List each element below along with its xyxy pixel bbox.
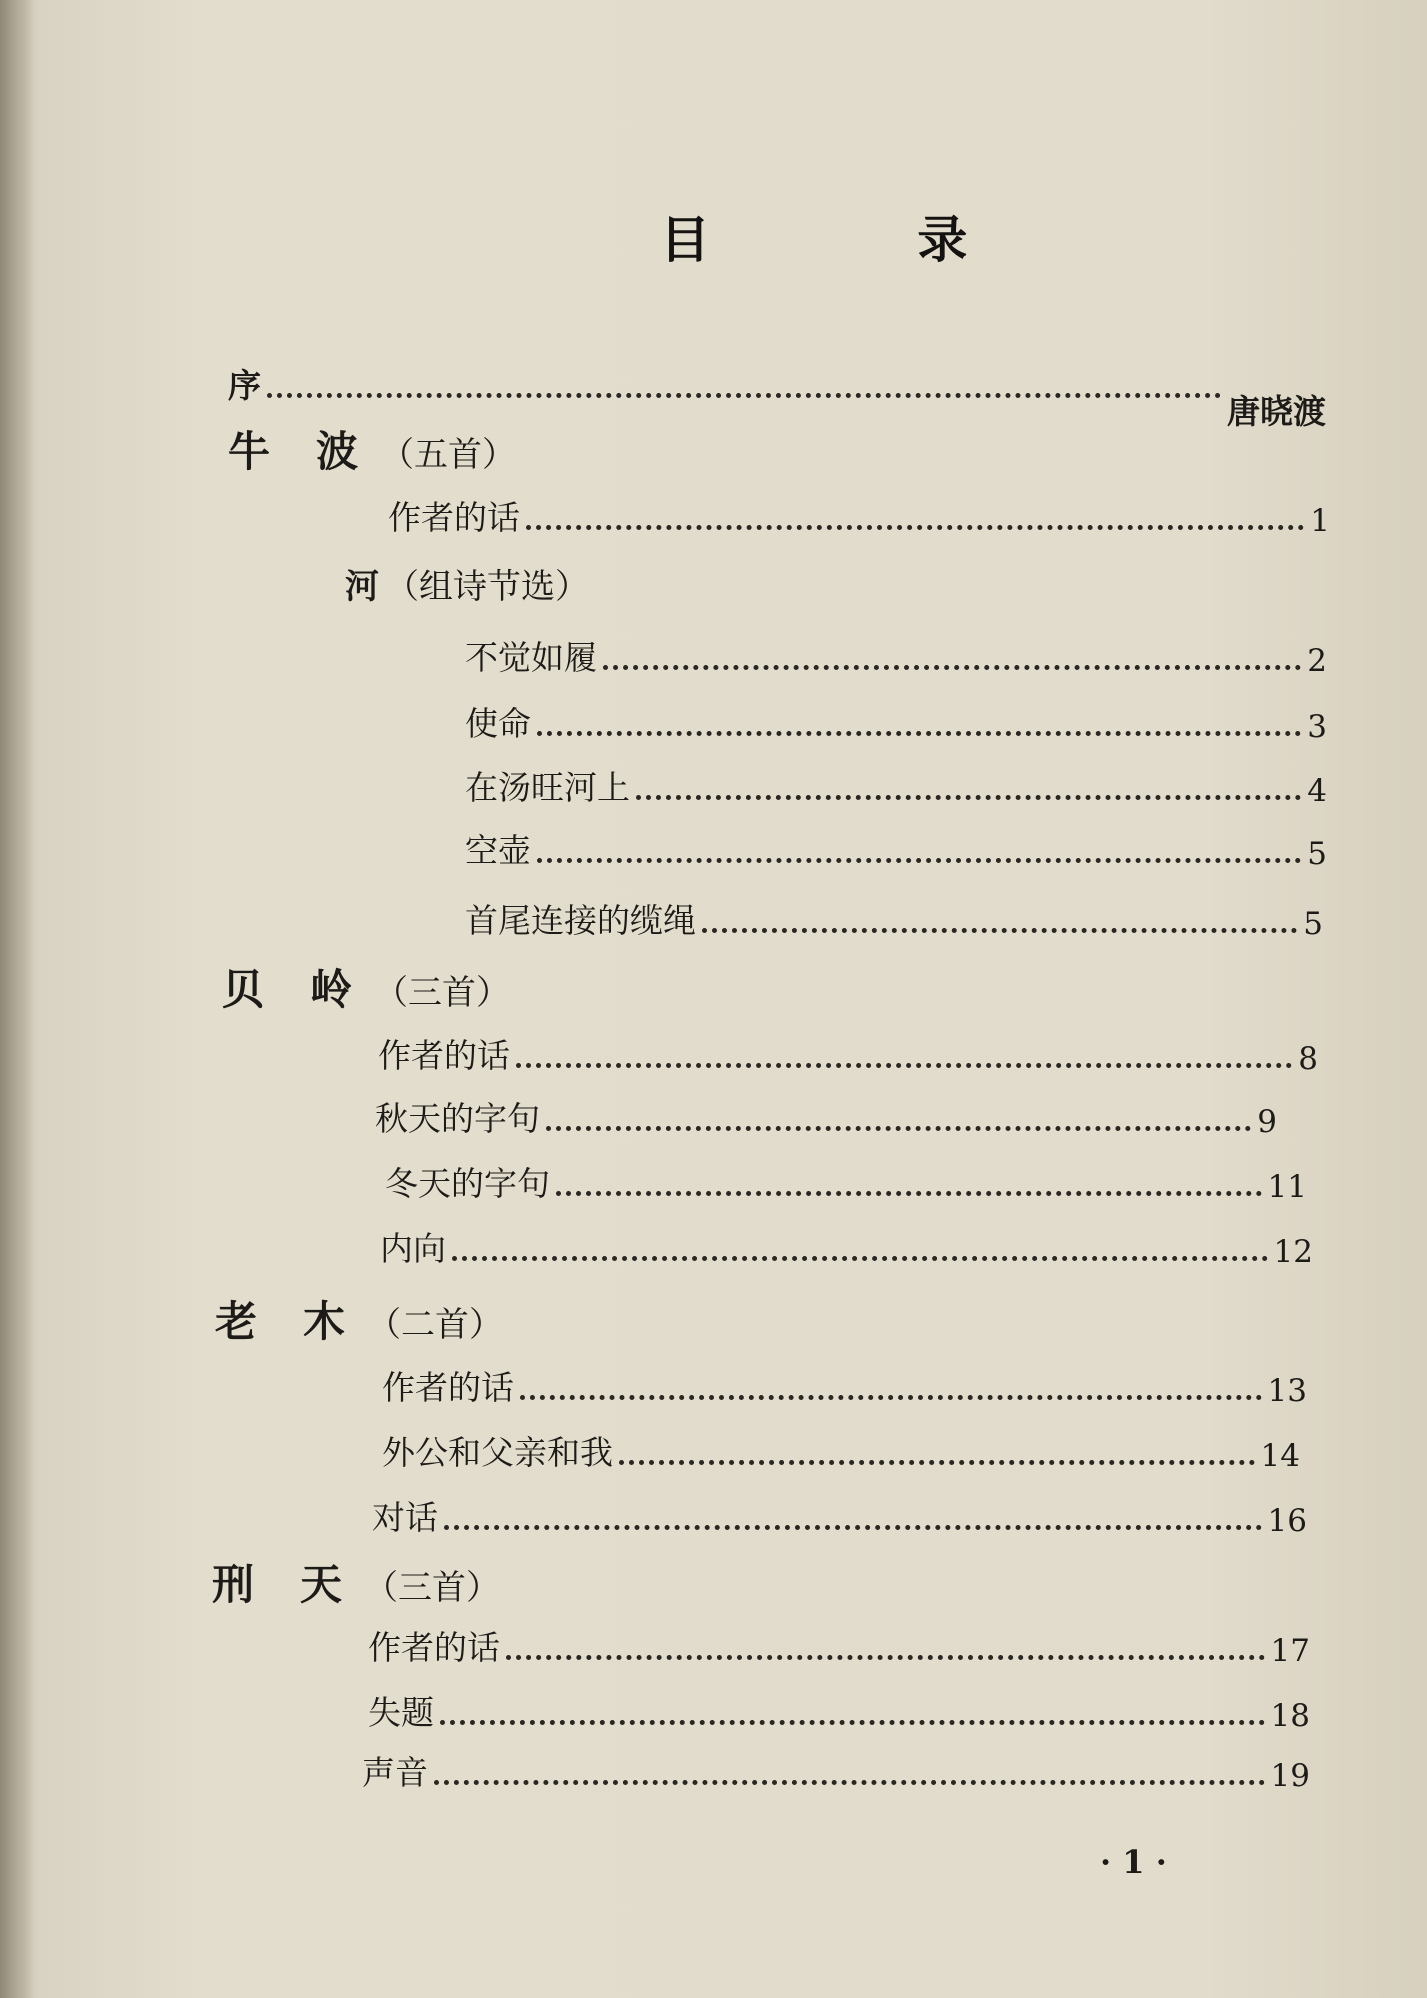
page-title: 目 录: [660, 211, 1063, 269]
entry-page: 4: [1307, 773, 1327, 809]
dot-leader: [556, 1191, 1262, 1196]
section-heading: [222, 955, 510, 1015]
toc-entry[interactable]: [382, 1417, 1300, 1473]
toc-entry[interactable]: [368, 1677, 1310, 1733]
toc-entry[interactable]: [388, 482, 1330, 538]
entry-page: 18: [1270, 1698, 1310, 1734]
entry-title: 空壶: [465, 831, 531, 870]
entry-title: 在汤旺河上: [465, 768, 630, 807]
entry-title: 首尾连接的缆绳: [465, 901, 696, 940]
dot-leader: [444, 1525, 1262, 1530]
entry-page: 19: [1270, 1758, 1310, 1794]
poem-count: （二首）: [367, 1305, 504, 1345]
entry-page: 14: [1260, 1438, 1300, 1474]
dot-leader: [619, 1460, 1255, 1465]
entry-title: 内向: [380, 1229, 446, 1268]
entry-page: 1: [1310, 503, 1330, 539]
poet-name: 老木: [215, 1297, 392, 1346]
toc-entry[interactable]: [465, 622, 1327, 678]
entry-page: 17: [1270, 1633, 1310, 1669]
entry-title: 秋天的字句: [375, 1099, 540, 1138]
dot-leader: [452, 1256, 1268, 1261]
entry-page: 3: [1307, 709, 1327, 745]
dot-leader: [506, 1655, 1265, 1660]
entry-page: 16: [1267, 1503, 1307, 1539]
toc-entry[interactable]: [380, 1213, 1313, 1269]
toc-entry[interactable]: [378, 1020, 1318, 1076]
poet-name: 贝岭: [222, 965, 399, 1014]
poet-name: 牛波: [228, 427, 405, 476]
entry-title: 失题: [368, 1693, 434, 1732]
entry-title: 作者的话: [382, 1368, 514, 1407]
dot-leader: [267, 393, 1221, 398]
section-heading: [212, 1550, 500, 1610]
entry-title: 对话: [372, 1498, 438, 1537]
section-heading: [228, 417, 516, 477]
poem-count: （五首）: [380, 435, 517, 475]
poet-name: 刑天: [212, 1560, 389, 1609]
poem-count: （三首）: [374, 973, 511, 1013]
entry-title: 使命: [465, 704, 531, 743]
entry-page: 13: [1267, 1373, 1307, 1409]
entry-page: 8: [1298, 1041, 1318, 1077]
dot-leader: [526, 525, 1304, 530]
entry-title: 作者的话: [388, 498, 520, 537]
entry-page: 12: [1273, 1234, 1313, 1270]
section-heading: [215, 1287, 503, 1347]
toc-entry[interactable]: [465, 752, 1327, 808]
toc-entry[interactable]: [372, 1482, 1307, 1538]
dot-leader: [516, 1063, 1292, 1068]
subgroup-title: 河: [345, 567, 379, 607]
entry-page: 9: [1257, 1104, 1277, 1140]
preface-author: 唐晓渡: [1227, 392, 1326, 431]
toc-entry[interactable]: [465, 885, 1323, 941]
toc-entry[interactable]: [368, 1612, 1310, 1668]
dot-leader: [636, 795, 1301, 800]
entry-title: 不觉如履: [465, 638, 597, 677]
entry-title: 作者的话: [368, 1628, 500, 1667]
page-fold-shadow: [0, 0, 34, 1998]
dot-leader: [603, 665, 1301, 670]
page-number: · 1 ·: [1100, 1843, 1167, 1881]
toc-entry[interactable]: [465, 815, 1327, 871]
toc-entry[interactable]: [375, 1083, 1277, 1139]
entry-title: 外公和父亲和我: [382, 1433, 613, 1472]
subgroup-heading: [345, 552, 589, 608]
toc-entry[interactable]: [382, 1352, 1307, 1408]
dot-leader: [702, 928, 1297, 933]
preface-entry[interactable]: [228, 350, 1326, 431]
subgroup-note: （组诗节选）: [385, 567, 589, 607]
toc-entry[interactable]: [362, 1737, 1310, 1793]
poem-count: （三首）: [364, 1568, 501, 1608]
toc-entry[interactable]: [385, 1148, 1307, 1204]
entry-page: 5: [1303, 906, 1323, 942]
entry-title: 声音: [362, 1753, 428, 1792]
dot-leader: [537, 731, 1301, 736]
preface-label: 序: [228, 366, 261, 405]
dot-leader: [434, 1780, 1265, 1785]
entry-page: 2: [1307, 643, 1327, 679]
dot-leader: [520, 1395, 1262, 1400]
dot-leader: [440, 1720, 1265, 1725]
entry-title: 冬天的字句: [385, 1164, 550, 1203]
entry-page: 5: [1307, 836, 1327, 872]
toc-entry[interactable]: [465, 688, 1327, 744]
entry-page: 11: [1267, 1169, 1307, 1205]
dot-leader: [537, 858, 1301, 863]
entry-title: 作者的话: [378, 1036, 510, 1075]
dot-leader: [546, 1126, 1251, 1131]
